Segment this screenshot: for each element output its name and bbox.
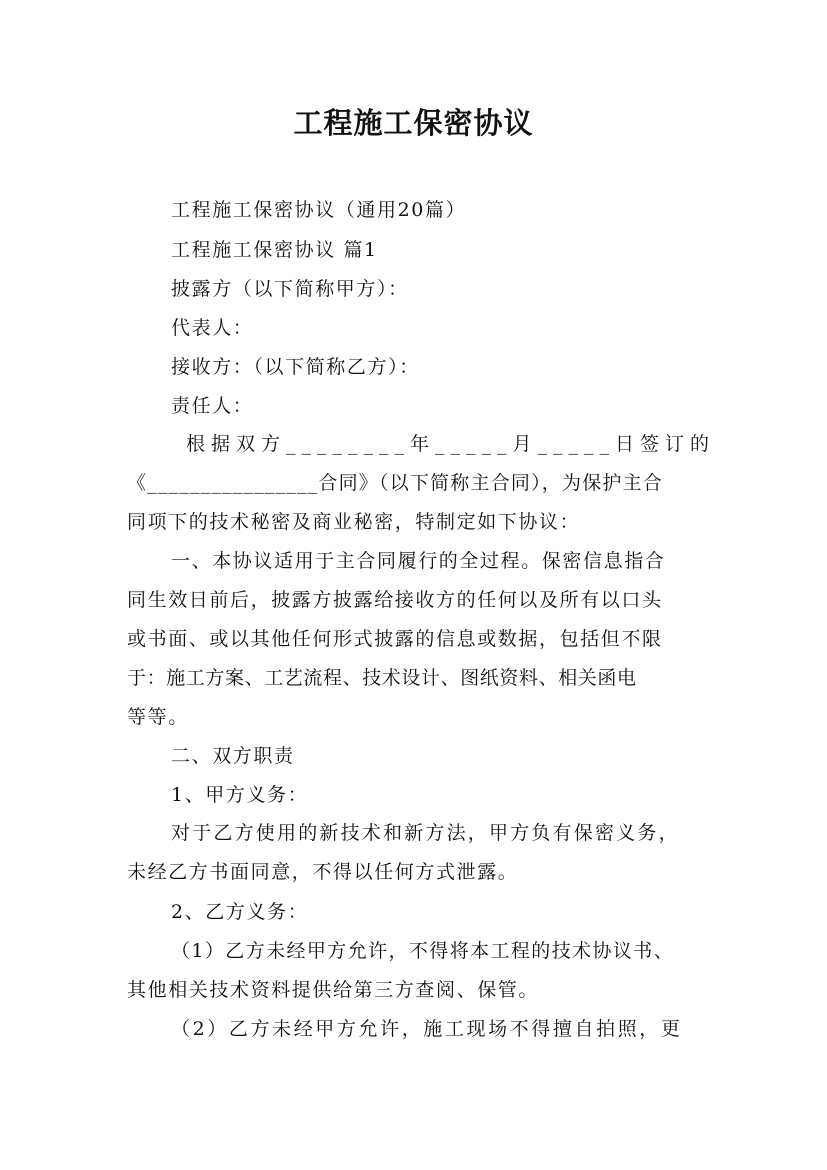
body-line-paragraph: 未经乙方书面同意，不得以任何方式泄露。 [127,861,519,883]
body-line-paragraph: （1）乙方未经甲方允许，不得将本工程的技术协议书、 [171,940,675,962]
body-line-paragraph: 或书面、或以其他任何形式披露的信息或数据，包括但不限 [127,628,663,650]
body-line-heading: 1、甲方义务： [171,784,309,806]
body-line-paragraph: 同生效日前后，披露方披露给接收方的任何以及所有以口头 [127,589,663,611]
body-line-subtitle: 工程施工保密协议（通用20篇） [171,199,467,221]
body-line-disclosing-party: 披露方（以下简称甲方）： [171,278,409,300]
body-line-paragraph: 根据双方________年_____月_____日签订的 [186,433,716,455]
body-line-heading: 二、双方职责 [171,745,295,767]
body-line-paragraph: 一、本协议适用于主合同履行的全过程。保密信息指合 [171,550,666,572]
body-line-paragraph: 同项下的技术秘密及商业秘密，特制定如下协议： [127,511,581,533]
body-line-paragraph: 《________________合同》（以下简称主合同），为保护主合 [127,472,664,494]
body-line-paragraph: 于：施工方案、工艺流程、技术设计、图纸资料、相关函电 [127,667,637,689]
document-title: 工程施工保密协议 [293,106,534,140]
body-line-paragraph: 其他相关技术资料提供给第三方查阅、保管。 [127,979,540,1001]
body-line-representative: 代表人： [171,317,254,339]
body-line-receiving-party: 接收方：（以下简称乙方）： [171,356,420,378]
body-line-paragraph: 等等。 [127,706,189,728]
body-line-section-heading: 工程施工保密协议 篇1 [171,239,378,261]
body-line-paragraph: 对于乙方使用的新技术和新方法，甲方负有保密义务， [171,822,680,844]
body-line-responsible-person: 责任人： [171,395,254,417]
body-line-heading: 2、乙方义务： [171,901,309,923]
body-line-paragraph: （2）乙方未经甲方允许，施工现场不得擅自拍照，更 [171,1018,683,1040]
